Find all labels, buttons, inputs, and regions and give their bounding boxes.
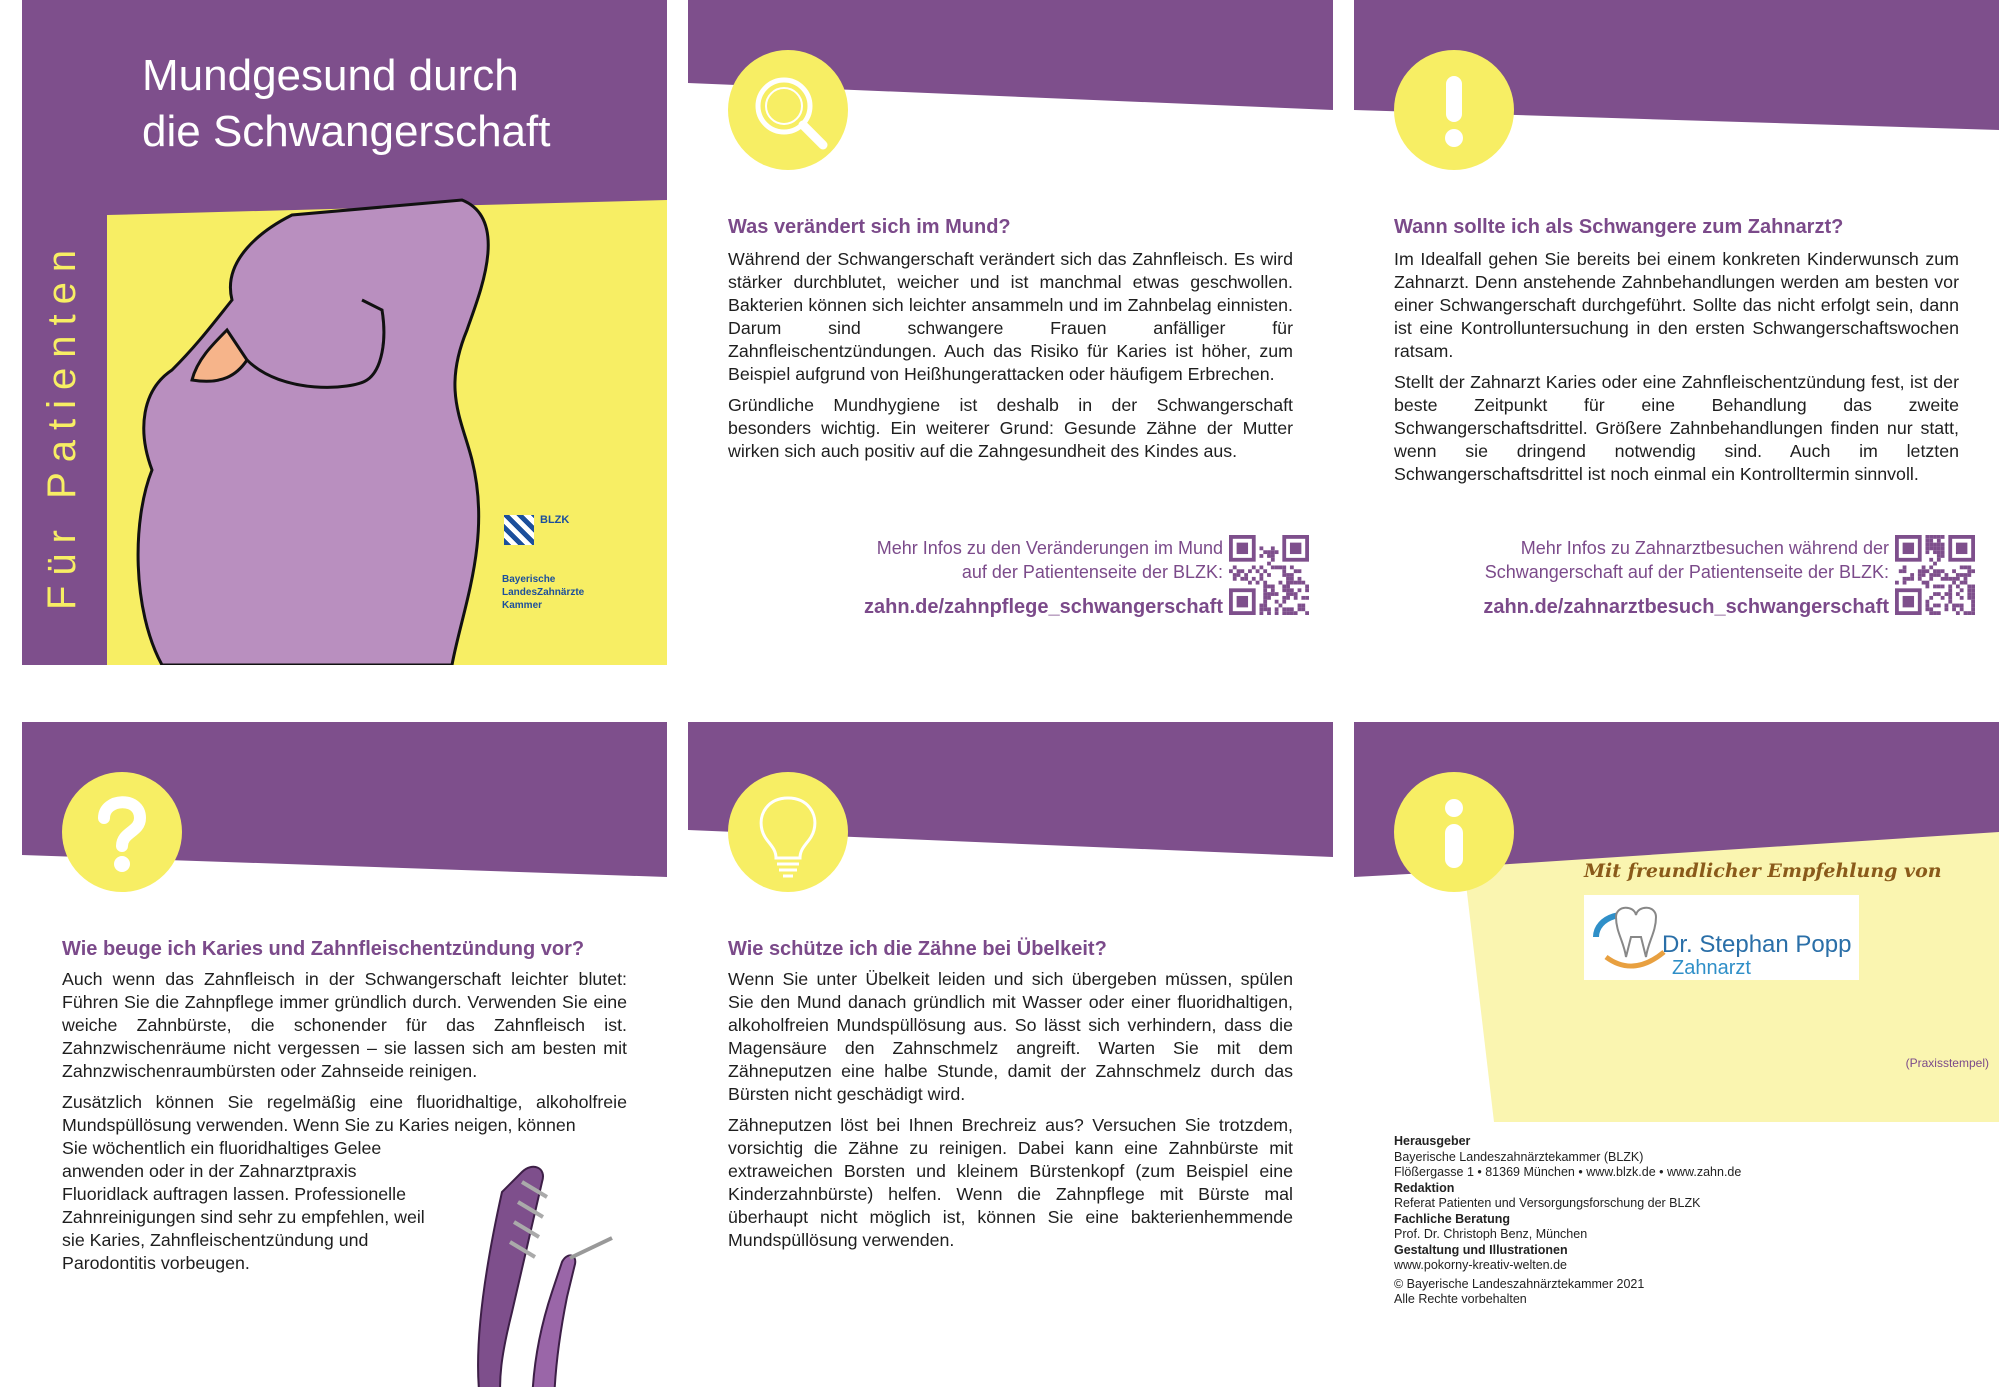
paragraph: Gründliche Mundhygiene ist deshalb in der Schwangerschaft besonders wichtig. Ein weiterer Grund: Gesunde Zähne der Mutter wirken sich auch positiv auf die Zahngesundheit des Kindes aus.: [728, 395, 1293, 461]
more-info-line2: auf der Patientenseite der BLZK:: [961, 562, 1223, 582]
panel-dentist-visit: [1354, 0, 1999, 665]
cover-title: [142, 48, 550, 160]
cover-title-line1: Mundgesund durch: [142, 51, 519, 100]
imprint-line: © Bayerische Landeszahnärztekammer 2021: [1394, 1276, 1645, 1291]
more-info: [877, 536, 1223, 584]
paragraph: Sie wöchentlich ein fluoridhaltiges Gelee anwenden oder in der Zahnarztpraxis Fluoridlack auftragen lassen. Professionelle Zahnreinigungen sind sehr zu empfehlen, weil sie Karies, Zahnfleischentzündung und Parodontitis vorbeugen.: [62, 1138, 425, 1273]
qr-code-icon: [1229, 535, 1309, 615]
stamp-title: Zahnarzt: [1672, 957, 1751, 979]
tooth-logo-icon: [1586, 897, 1666, 977]
more-info-line2: Schwangerschaft auf der Patientenseite der BLZK:: [1484, 562, 1889, 582]
imprint-heading: Fachliche Beratung: [1394, 1211, 1510, 1226]
panel-nausea: [688, 722, 1333, 1387]
panel-prevention: [22, 722, 667, 1387]
info-link[interactable]: zahn.de/zahnpflege_schwangerschaft: [864, 596, 1223, 618]
magnifier-icon: [728, 50, 848, 170]
info-link[interactable]: zahn.de/zahnarztbesuch_schwangerschaft: [1483, 596, 1889, 618]
imprint: [1394, 1134, 1741, 1308]
imprint-heading: Herausgeber: [1394, 1134, 1471, 1148]
heading: Wie beuge ich Karies und Zahnfleischentzündung vor?: [62, 938, 585, 960]
info-icon: [1394, 772, 1514, 892]
heading: Wie schütze ich die Zähne bei Übelkeit?: [728, 938, 1107, 960]
paragraph: Im Idealfall gehen Sie bereits bei einem konkreten Kinderwunsch zum Zahnarzt. Denn anstehende Zahnbehandlungen werden am besten vor einer Schwangerschaft durchgeführt. Sollte das nicht erfolgt sein, dann ist eine Kontrolluntersuchung in den ersten Schwangerschaftswochen ratsam.: [1394, 249, 1959, 361]
paragraph: Während der Schwangerschaft verändert sich das Zahnfleisch. Es wird stärker durchblutet, weicher und ist manchmal etwas geschwollen. Bakterien können sich leichter ansammeln und im Zahnbelag einnisten. Darum sind schwangere Frauen anfälliger für Zahnfleischentzündungen. Auch das Risiko für Karies ist höher, zum Beispiel aufgrund von Heißhungerattacken oder häufigem Erbrechen.: [728, 249, 1293, 384]
body-text: [1394, 248, 1959, 494]
cover-panel: [22, 0, 667, 665]
heading: Was verändert sich im Mund?: [728, 216, 1011, 238]
blzk-line1: Bayerische: [502, 574, 556, 585]
heading: Wann sollte ich als Schwangere zum Zahnarzt?: [1394, 216, 1844, 238]
lightbulb-icon: [728, 772, 848, 892]
stamp-name: Dr. Stephan Popp: [1662, 931, 1852, 958]
more-info-line1: Mehr Infos zu den Veränderungen im Mund: [876, 538, 1223, 558]
blzk-line2: LandesZahnärzte: [502, 587, 585, 598]
cover-title-line2: die Schwangerschaft: [142, 107, 551, 156]
imprint-line: Bayerische Landeszahnärztekammer (BLZK): [1394, 1149, 1644, 1164]
more-info: [1485, 536, 1889, 584]
stamp-caption: (Praxisstempel): [1905, 1056, 1989, 1070]
paragraph: Zähneputzen löst bei Ihnen Brechreiz aus? Versuchen Sie trotzdem, vorsichtig die Zähne zu reinigen. Dabei kann eine Zahnbürste mit extraweichen Borsten und kleinem Bürstenkopf (zum Beispiel eine Kinderzahnbürste) helfen. Wenn die Zahnpflege mit Bürste mal überhaupt nicht möglich ist, können Sie eine bakterienhemmende Mundspüllösung verwenden.: [728, 1115, 1293, 1250]
vertical-label: Für Patienten: [40, 239, 84, 610]
imprint-line: Flößergasse 1 • 81369 München • www.blzk.de • www.zahn.de: [1394, 1165, 1742, 1179]
paragraph: Auch wenn das Zahnfleisch in der Schwangerschaft leichter blutet: Führen Sie die Zahnpflege immer gründlich durch. Verwenden Sie eine weiche Zahnbürste, die schonender für das Zahnfleisch ist. Zahnzwischenräume nicht vergessen – sie lassen sich am besten mit Zahnzwischenraumbürsten oder Zahnseide reinigen.: [62, 969, 627, 1081]
blzk-logo-text: [502, 573, 584, 612]
imprint-line: Prof. Dr. Christoph Benz, München: [1394, 1227, 1588, 1241]
body-text: [728, 968, 1293, 1260]
exclamation-icon: [1394, 50, 1514, 170]
imprint-line: Referat Patienten und Versorgungsforschung der BLZK: [1394, 1196, 1701, 1210]
more-info-line1: Mehr Infos zu Zahnarztbesuchen während der: [1520, 538, 1889, 558]
blzk-line3: Kammer: [502, 600, 543, 611]
imprint-line: Alle Rechte vorbehalten: [1394, 1292, 1527, 1306]
blzk-abbr: BLZK: [540, 514, 570, 526]
paragraph: Zusätzlich können Sie regelmäßig eine fluoridhaltige, alkoholfreie Mundspüllösung verwenden. Wenn Sie zu Karies neigen, können: [62, 1092, 627, 1135]
recommendation-text: Mit freundlicher Empfehlung von: [1584, 860, 1942, 882]
blzk-flag-icon: [504, 515, 534, 545]
body-text: [728, 248, 1293, 471]
panel-mouth-changes: [688, 0, 1333, 665]
toothbrush-illustration: [442, 1162, 642, 1387]
imprint-heading: Gestaltung und Illustrationen: [1394, 1242, 1568, 1257]
paragraph: Wenn Sie unter Übelkeit leiden und sich übergeben müssen, spülen Sie den Mund danach gründlich mit Wasser oder einer fluoridhaltigen, alkoholfreien Mundspüllösung aus. So lässt sich verhindern, dass die Magensäure den Zahnschmelz angreift. Warten Sie mit dem Zähneputzen eine halbe Stunde, damit der Zahnschmelz durch das Bürsten nicht geschädigt wird.: [728, 969, 1293, 1104]
imprint-line[interactable]: www.pokorny-kreativ-welten.de: [1394, 1258, 1567, 1272]
panel-imprint: [1354, 722, 1999, 1387]
practice-stamp: [1584, 895, 1859, 980]
qr-code-icon: [1895, 535, 1975, 615]
paragraph: Stellt der Zahnarzt Karies oder eine Zahnfleischentzündung fest, ist der beste Zeitpunkt für eine Behandlung das zweite Schwangerschaftsdrittel. Größere Zahnbehandlungen finden nur statt, wenn sie dringend notwendig sind. Auch im letzten Schwangerschaftsdrittel ist noch einmal ein Kontrolltermin sinnvoll.: [1394, 372, 1959, 484]
imprint-heading: Redaktion: [1394, 1180, 1455, 1195]
question-icon: [62, 772, 182, 892]
